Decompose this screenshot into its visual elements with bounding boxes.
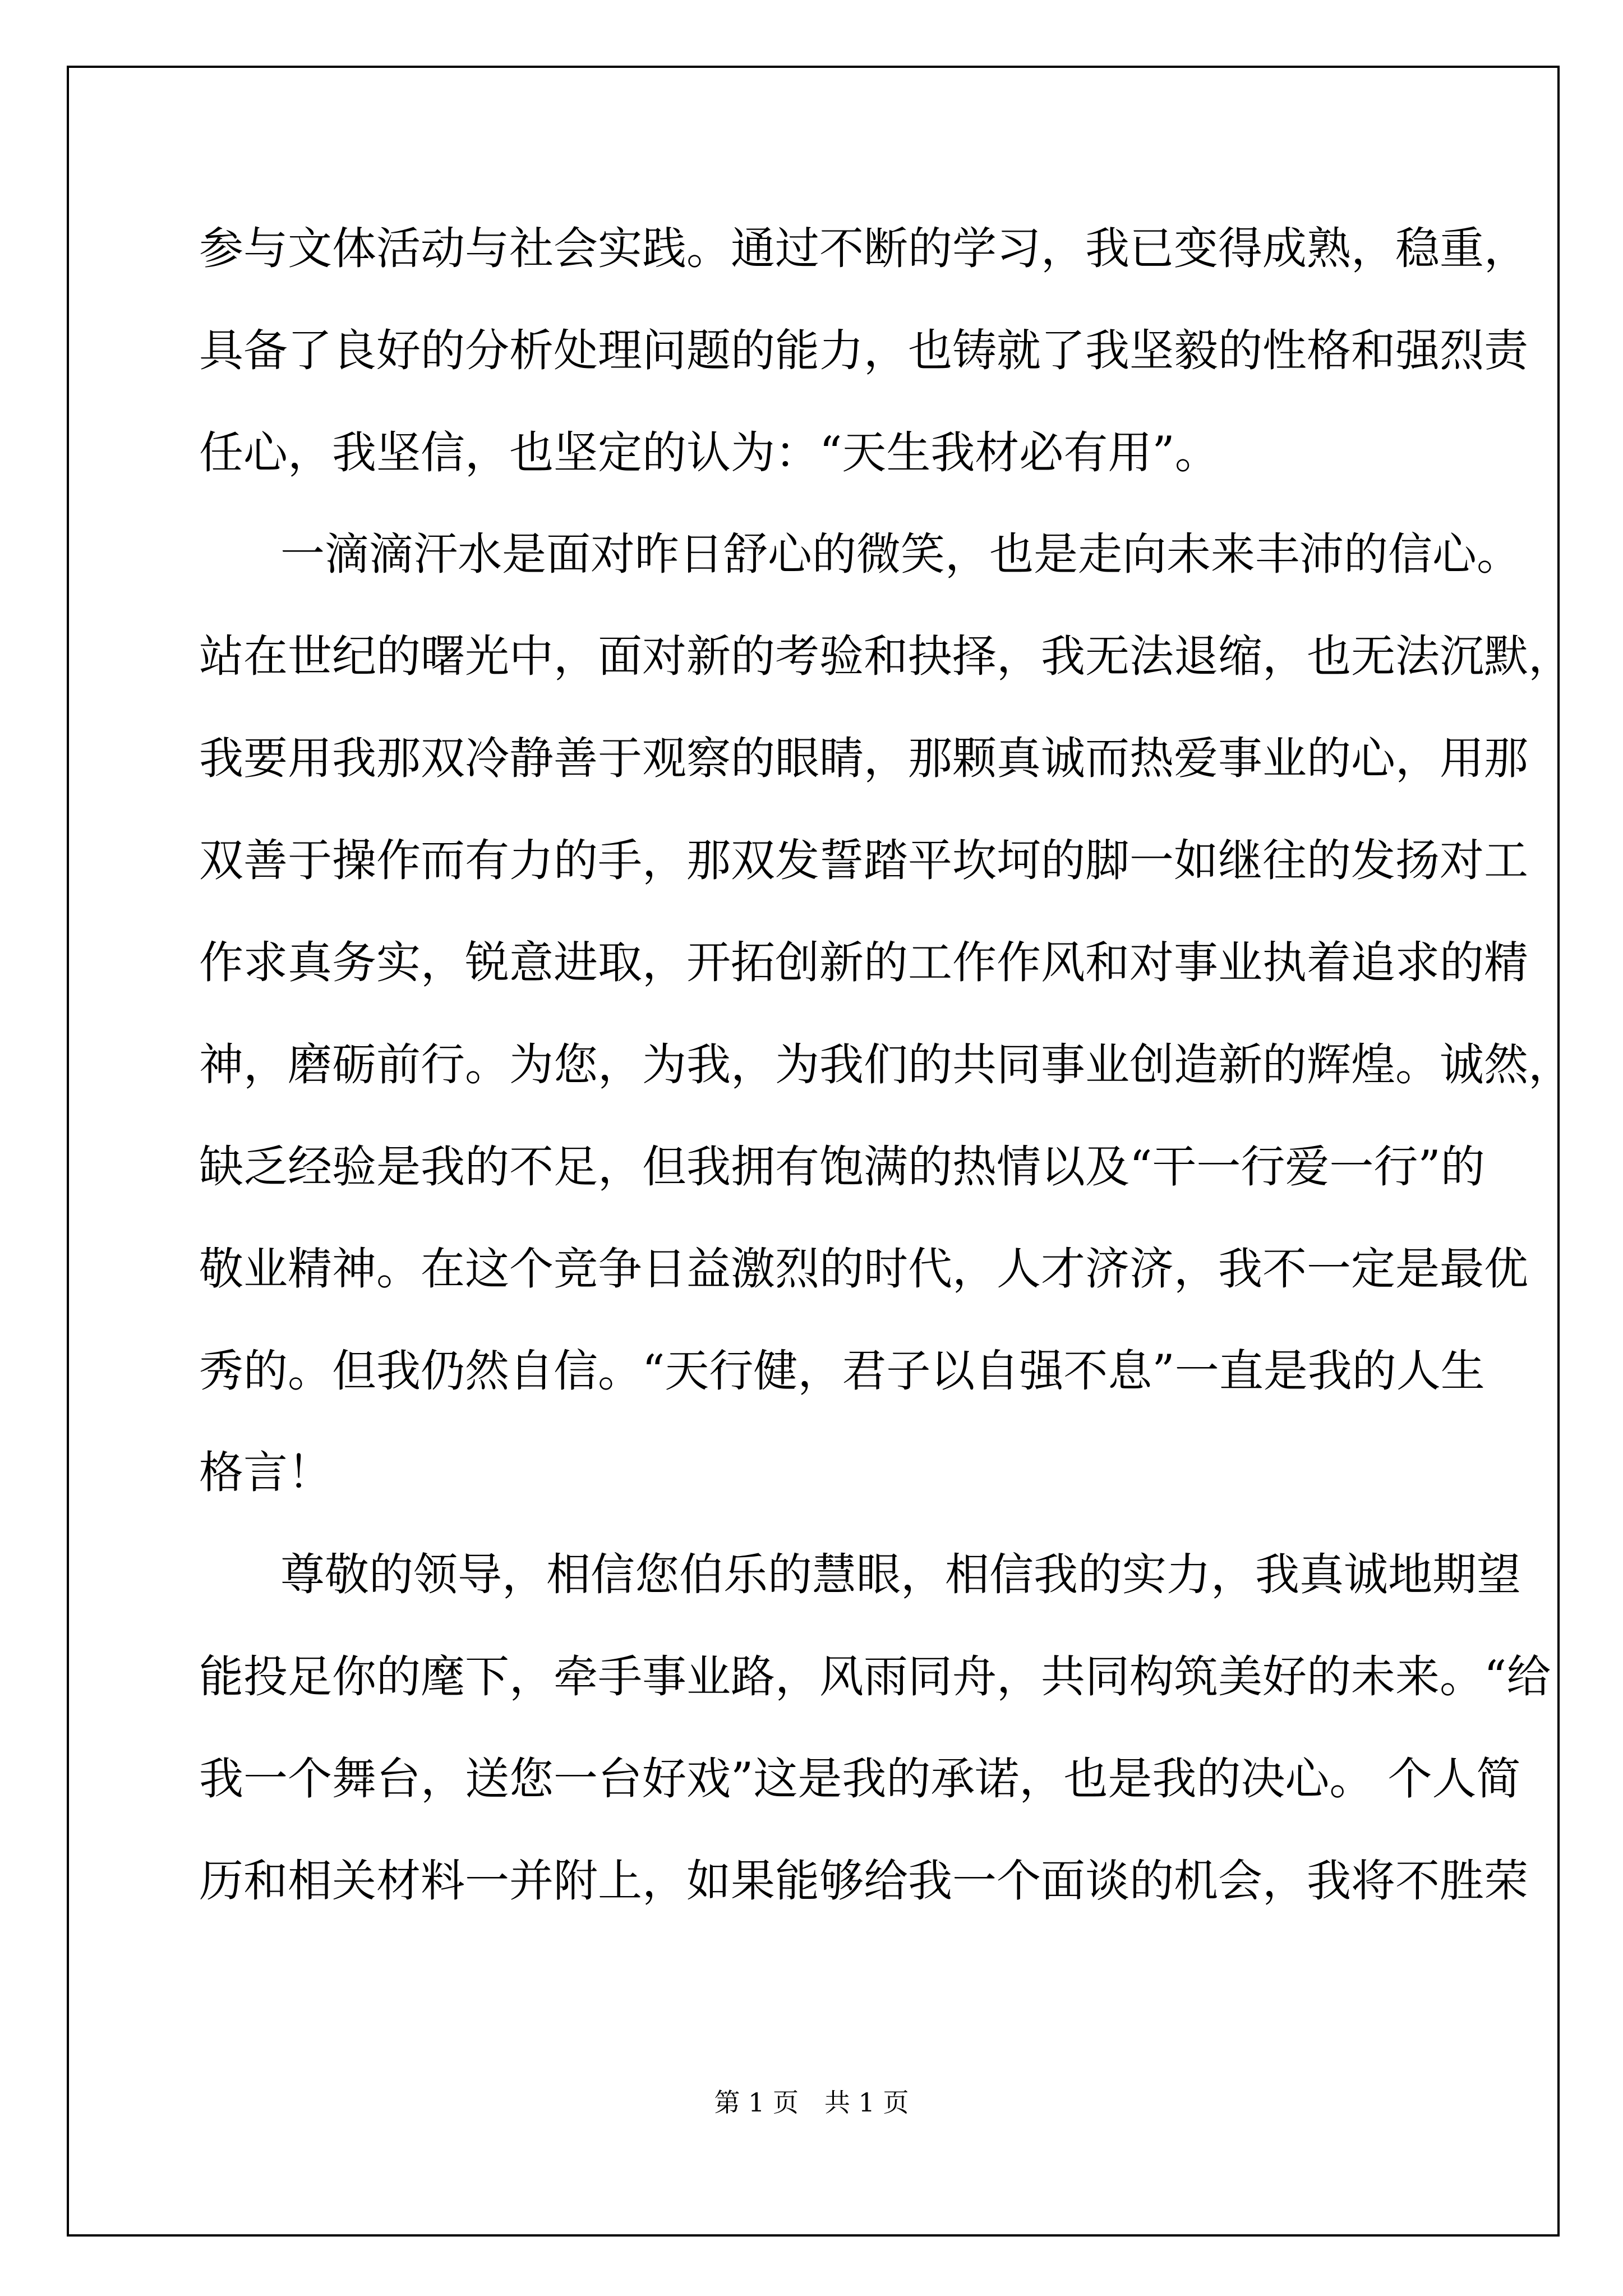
text-line: 神，磨砺前行。为您，为我，为我们的共同事业创造新的辉煌。诚然， bbox=[199, 1039, 1573, 1091]
text-line: 能投足你的麾下，牵手事业路，风雨同舟，共同构筑美好的未来。“给 bbox=[199, 1651, 1551, 1703]
text-line: 双善于操作而有力的手，那双发誓踏平坎坷的脚一如继往的发扬对工 bbox=[199, 835, 1528, 886]
text-line: 任心，我坚信，也坚定的认为：“天生我材必有用”。 bbox=[199, 427, 1219, 478]
paragraph-first-line: 一滴滴汗水是面对昨日舒心的微笑，也是走向未来丰沛的信心。 bbox=[280, 528, 1521, 580]
text-line: 站在世纪的曙光中，面对新的考验和抉择，我无法退缩，也无法沉默， bbox=[199, 631, 1573, 682]
text-line: 敬业精神。在这个竞争日益激烈的时代，人才济济，我不一定是最优 bbox=[199, 1243, 1528, 1295]
text-line: 我一个舞台，送您一台好戏”这是我的承诺，也是我的决心。 个人简 bbox=[199, 1753, 1521, 1805]
text-line: 我要用我那双冷静善于观察的眼睛，那颗真诚而热爱事业的心，用那 bbox=[199, 733, 1528, 784]
text-line: 缺乏经验是我的不足，但我拥有饱满的热情以及“干一行爱一行”的 bbox=[199, 1141, 1485, 1193]
text-line: 秀的。但我仍然自信。“天行健，君子以自强不息”一直是我的人生 bbox=[199, 1345, 1485, 1397]
text-line: 参与文体活动与社会实践。通过不断的学习，我已变得成熟，稳重， bbox=[199, 223, 1528, 274]
text-line: 作求真务实，锐意进取，开拓创新的工作作风和对事业执着追求的精 bbox=[199, 937, 1528, 988]
page-number-footer: 第 1 页 共 1 页 bbox=[714, 2087, 909, 2118]
text-line: 历和相关材料一并附上，如果能够给我一个面谈的机会，我将不胜荣 bbox=[199, 1855, 1528, 1907]
text-line: 具备了良好的分析处理问题的能力，也铸就了我坚毅的性格和强烈责 bbox=[199, 325, 1528, 376]
paragraph-first-line: 尊敬的领导，相信您伯乐的慧眼，相信我的实力，我真诚地期望 bbox=[280, 1549, 1521, 1600]
text-line: 格言！ bbox=[199, 1447, 332, 1498]
